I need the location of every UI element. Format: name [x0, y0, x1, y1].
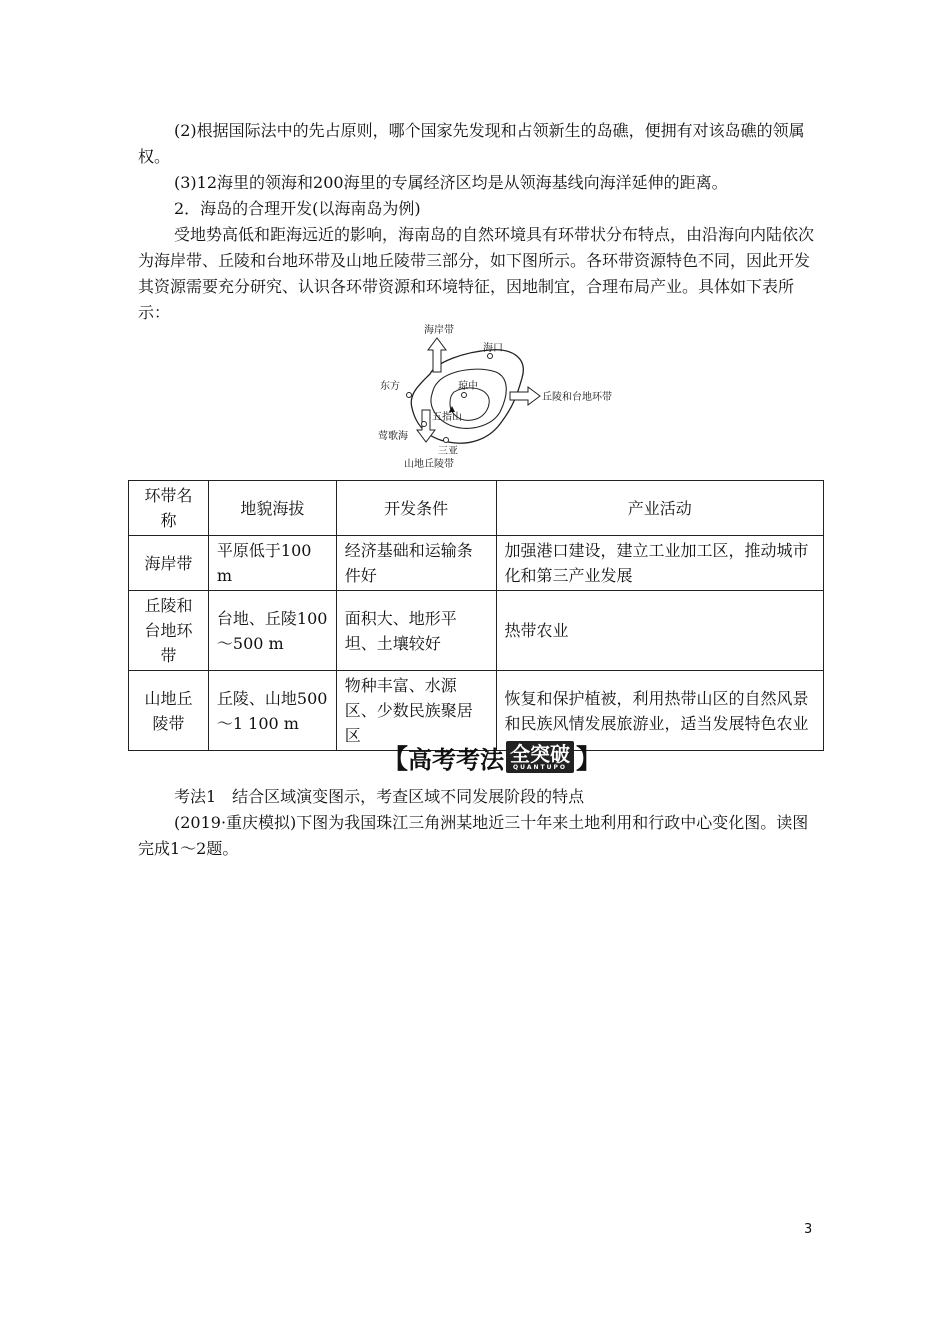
section-heading-island-development: 2．海岛的合理开发(以海南岛为例) — [174, 199, 421, 218]
badge-sub-text: QUANTUPO — [513, 763, 567, 771]
banner-badge — [506, 741, 574, 773]
dongfang-dot — [407, 393, 412, 398]
hainan-belt-table — [128, 480, 824, 751]
label-haikou: 海口 — [483, 343, 503, 354]
table-cell: 山地丘陵带 — [129, 671, 209, 751]
section-banner — [382, 740, 602, 774]
banner-title: 高考考法 — [408, 745, 505, 774]
header-landform: 地貌海拔 — [208, 481, 336, 536]
table-cell: 恢复和保护植被，利用热带山区的自然风景和民族风情发展旅游业，适当发展特色农业 — [496, 671, 823, 751]
question-intro: (2019·重庆模拟)下图为我国珠江三角洲某地近三十年来土地利用和行政中心变化图。读图完成1～2题。 — [138, 813, 809, 858]
paragraph-territorial-sea: (3)12海里的领海和200海里的专属经济区均是从领海基线向海洋延伸的距离。 — [174, 173, 728, 192]
arrow-hill-belt — [510, 387, 540, 405]
table-cell: 海岸带 — [129, 536, 209, 591]
table-cell: 经济基础和运输条件好 — [336, 536, 496, 591]
table-cell: 加强港口建设，建立工业加工区，推动城市化和第三产业发展 — [496, 536, 823, 591]
arrow-coast-belt — [428, 338, 446, 372]
table-row — [129, 591, 824, 671]
label-wuzhishan: 五指山 — [432, 412, 462, 423]
header-industry: 产业活动 — [496, 481, 823, 536]
table-cell: 面积大、地形平坦、土壤较好 — [336, 591, 496, 671]
label-qiongzhong: 琼中 — [458, 381, 478, 392]
badge-main-text: 全突破 — [510, 741, 571, 766]
haikou-dot — [488, 354, 493, 359]
label-hill-belt: 丘陵和台地环带 — [542, 392, 612, 403]
label-coast: 海岸带 — [424, 325, 454, 336]
yinggehai-dot — [422, 422, 427, 427]
table-row — [129, 671, 824, 751]
table-cell: 丘陵和台地环带 — [129, 591, 209, 671]
sanya-dot — [444, 438, 449, 443]
hainan-belt-map — [372, 322, 622, 472]
page-number: 3 — [804, 1222, 813, 1237]
label-dongfang: 东方 — [380, 381, 400, 392]
header-conditions: 开发条件 — [336, 481, 496, 536]
table-cell: 台地、丘陵100～500 m — [208, 591, 336, 671]
kaofa-heading: 考法1 结合区域演变图示，考查区域不同发展阶段的特点 — [174, 787, 585, 806]
label-mountain-belt: 山地丘陵带 — [404, 459, 454, 470]
banner-left-bracket: 【 — [382, 744, 409, 775]
qiongzhong-dot — [462, 393, 467, 398]
paragraph-hainan-belts: 受地势高低和距海远近的影响，海南岛的自然环境具有环带状分布特点，由沿海向内陆依次为海岸带、丘陵和台地环带及山地丘陵带三部分，如下图所示。各环带资源特色不同，因此开发其资源需要充分研究、认识各环带资源和环境特征，因地制宜，合理布局产业。具体如下表所示： — [138, 225, 815, 322]
label-yinggehai: 莺歌海 — [378, 431, 408, 442]
table-row — [129, 536, 824, 591]
label-sanya: 三亚 — [438, 446, 458, 457]
table-cell: 丘陵、山地500～1 100 m — [208, 671, 336, 751]
banner-right-bracket: 】 — [576, 744, 603, 775]
table-cell: 物种丰富、水源区、少数民族聚居区 — [336, 671, 496, 751]
table-header-row — [129, 481, 824, 536]
paragraph-preoccupation: (2)根据国际法中的先占原则，哪个国家先发现和占领新生的岛礁，便拥有对该岛礁的领属权。 — [138, 121, 805, 166]
table-cell: 热带农业 — [496, 591, 823, 671]
table-cell: 平原低于100 m — [208, 536, 336, 591]
header-belt-name: 环带名称 — [129, 481, 209, 536]
